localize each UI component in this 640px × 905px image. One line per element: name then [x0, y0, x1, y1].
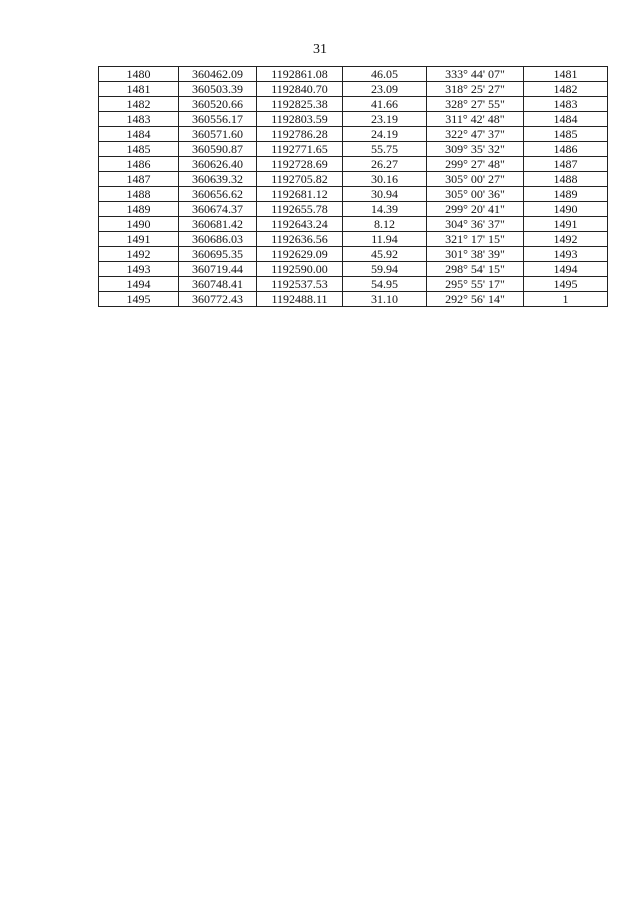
bearing-cell: 298° 54' 15": [427, 262, 524, 277]
y-coordinate-cell: 1192840.70: [257, 82, 343, 97]
table-row: [99, 292, 608, 307]
distance-cell: 45.92: [343, 247, 427, 262]
y-coordinate-cell: 1192488.11: [257, 292, 343, 307]
next-point-cell: 1490: [524, 202, 608, 217]
table-row: [99, 142, 608, 157]
x-coordinate-cell: 360748.41: [179, 277, 257, 292]
bearing-cell: 299° 27' 48": [427, 157, 524, 172]
distance-cell: 24.19: [343, 127, 427, 142]
bearing-cell: 311° 42' 48": [427, 112, 524, 127]
distance-cell: 30.94: [343, 187, 427, 202]
point-number-cell: 1486: [99, 157, 179, 172]
distance-cell: 11.94: [343, 232, 427, 247]
x-coordinate-cell: 360503.39: [179, 82, 257, 97]
x-coordinate-cell: 360571.60: [179, 127, 257, 142]
point-number-cell: 1490: [99, 217, 179, 232]
x-coordinate-cell: 360520.66: [179, 97, 257, 112]
point-number-cell: 1495: [99, 292, 179, 307]
bearing-cell: 292° 56' 14": [427, 292, 524, 307]
bearing-cell: 305° 00' 27": [427, 172, 524, 187]
next-point-cell: 1485: [524, 127, 608, 142]
point-number-cell: 1492: [99, 247, 179, 262]
point-number-cell: 1487: [99, 172, 179, 187]
bearing-cell: 333° 44' 07": [427, 67, 524, 82]
distance-cell: 8.12: [343, 217, 427, 232]
next-point-cell: 1488: [524, 172, 608, 187]
x-coordinate-cell: 360626.40: [179, 157, 257, 172]
next-point-cell: 1494: [524, 262, 608, 277]
x-coordinate-cell: 360686.03: [179, 232, 257, 247]
distance-cell: 26.27: [343, 157, 427, 172]
x-coordinate-cell: 360556.17: [179, 112, 257, 127]
y-coordinate-cell: 1192537.53: [257, 277, 343, 292]
distance-cell: 46.05: [343, 67, 427, 82]
y-coordinate-cell: 1192681.12: [257, 187, 343, 202]
table-row: [99, 202, 608, 217]
next-point-cell: 1483: [524, 97, 608, 112]
y-coordinate-cell: 1192728.69: [257, 157, 343, 172]
coordinates-table: [98, 66, 608, 307]
x-coordinate-cell: 360695.35: [179, 247, 257, 262]
table-row: [99, 97, 608, 112]
next-point-cell: 1491: [524, 217, 608, 232]
point-number-cell: 1480: [99, 67, 179, 82]
next-point-cell: 1481: [524, 67, 608, 82]
next-point-cell: 1482: [524, 82, 608, 97]
y-coordinate-cell: 1192861.08: [257, 67, 343, 82]
distance-cell: 41.66: [343, 97, 427, 112]
page-number: 31: [313, 42, 327, 57]
y-coordinate-cell: 1192636.56: [257, 232, 343, 247]
point-number-cell: 1482: [99, 97, 179, 112]
point-number-cell: 1489: [99, 202, 179, 217]
next-point-cell: 1: [524, 292, 608, 307]
bearing-cell: 305° 00' 36": [427, 187, 524, 202]
table-row: [99, 67, 608, 82]
table-row: [99, 217, 608, 232]
point-number-cell: 1491: [99, 232, 179, 247]
distance-cell: 23.19: [343, 112, 427, 127]
bearing-cell: 328° 27' 55": [427, 97, 524, 112]
table-row: [99, 247, 608, 262]
y-coordinate-cell: 1192629.09: [257, 247, 343, 262]
y-coordinate-cell: 1192643.24: [257, 217, 343, 232]
table-row: [99, 127, 608, 142]
x-coordinate-cell: 360639.32: [179, 172, 257, 187]
table-row: [99, 277, 608, 292]
point-number-cell: 1494: [99, 277, 179, 292]
next-point-cell: 1484: [524, 112, 608, 127]
point-number-cell: 1481: [99, 82, 179, 97]
x-coordinate-cell: 360772.43: [179, 292, 257, 307]
next-point-cell: 1493: [524, 247, 608, 262]
x-coordinate-cell: 360681.42: [179, 217, 257, 232]
x-coordinate-cell: 360719.44: [179, 262, 257, 277]
y-coordinate-cell: 1192825.38: [257, 97, 343, 112]
x-coordinate-cell: 360462.09: [179, 67, 257, 82]
distance-cell: 55.75: [343, 142, 427, 157]
x-coordinate-cell: 360590.87: [179, 142, 257, 157]
bearing-cell: 295° 55' 17": [427, 277, 524, 292]
x-coordinate-cell: 360656.62: [179, 187, 257, 202]
next-point-cell: 1495: [524, 277, 608, 292]
bearing-cell: 318° 25' 27": [427, 82, 524, 97]
coordinates-table-body: [99, 67, 608, 307]
table-row: [99, 112, 608, 127]
distance-cell: 14.39: [343, 202, 427, 217]
point-number-cell: 1493: [99, 262, 179, 277]
bearing-cell: 299° 20' 41": [427, 202, 524, 217]
next-point-cell: 1492: [524, 232, 608, 247]
y-coordinate-cell: 1192771.65: [257, 142, 343, 157]
y-coordinate-cell: 1192590.00: [257, 262, 343, 277]
bearing-cell: 301° 38' 39": [427, 247, 524, 262]
table-row: [99, 187, 608, 202]
next-point-cell: 1487: [524, 157, 608, 172]
table-row: [99, 262, 608, 277]
table-row: [99, 157, 608, 172]
bearing-cell: 304° 36' 37": [427, 217, 524, 232]
distance-cell: 23.09: [343, 82, 427, 97]
distance-cell: 31.10: [343, 292, 427, 307]
x-coordinate-cell: 360674.37: [179, 202, 257, 217]
y-coordinate-cell: 1192786.28: [257, 127, 343, 142]
table-row: [99, 232, 608, 247]
y-coordinate-cell: 1192803.59: [257, 112, 343, 127]
point-number-cell: 1485: [99, 142, 179, 157]
next-point-cell: 1489: [524, 187, 608, 202]
bearing-cell: 309° 35' 32": [427, 142, 524, 157]
y-coordinate-cell: 1192655.78: [257, 202, 343, 217]
bearing-cell: 322° 47' 37": [427, 127, 524, 142]
table-row: [99, 82, 608, 97]
point-number-cell: 1488: [99, 187, 179, 202]
point-number-cell: 1484: [99, 127, 179, 142]
bearing-cell: 321° 17' 15": [427, 232, 524, 247]
distance-cell: 30.16: [343, 172, 427, 187]
point-number-cell: 1483: [99, 112, 179, 127]
table-row: [99, 172, 608, 187]
next-point-cell: 1486: [524, 142, 608, 157]
distance-cell: 59.94: [343, 262, 427, 277]
distance-cell: 54.95: [343, 277, 427, 292]
y-coordinate-cell: 1192705.82: [257, 172, 343, 187]
